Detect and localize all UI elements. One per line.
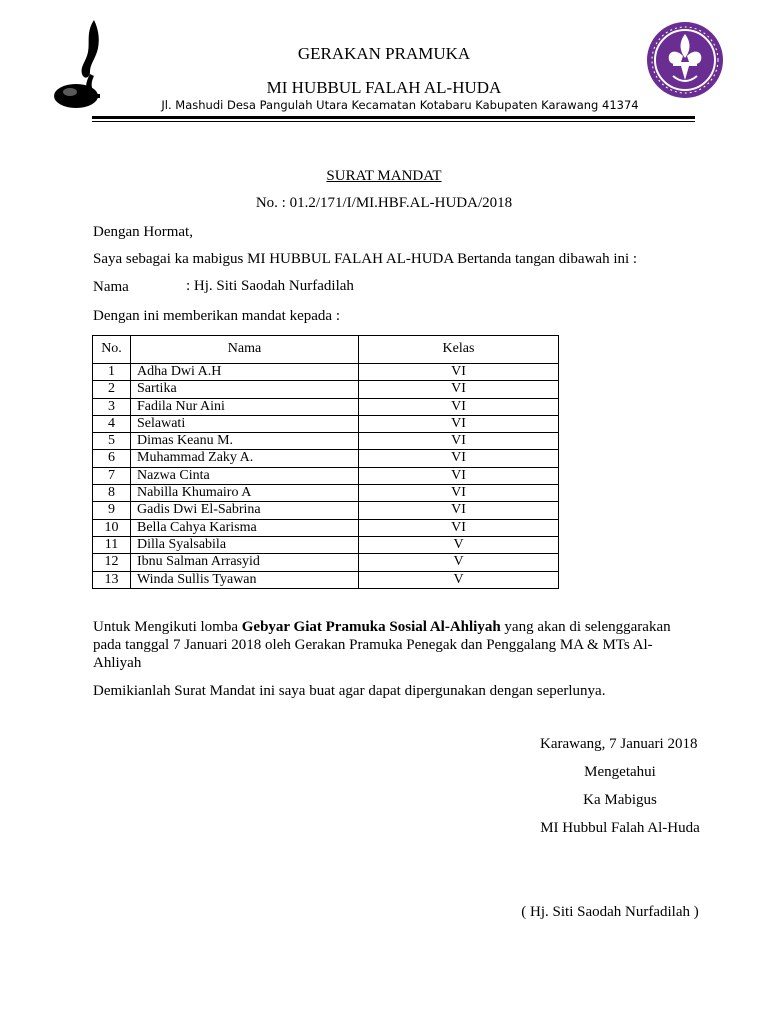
greeting: Dengan Hormat, bbox=[93, 224, 193, 240]
row-name: Fadila Nur Aini bbox=[131, 398, 359, 415]
row-name: Nabilla Khumairo A bbox=[131, 485, 359, 502]
purpose-paragraph bbox=[93, 618, 693, 672]
name-value: : Hj. Siti Saodah Nurfadilah bbox=[186, 278, 354, 294]
row-name: Selawati bbox=[131, 415, 359, 432]
table-header-row bbox=[93, 336, 559, 364]
header-divider-thin bbox=[92, 121, 695, 122]
purpose-suffix: yang akan di selenggarakan pada tanggal 7 Januari 2018 oleh Gerakan Pramuka Penegak dan Penggalang MA & MTs Al-Ahliyah bbox=[93, 619, 671, 671]
table-row bbox=[93, 571, 559, 588]
table-row bbox=[93, 381, 559, 398]
table-row bbox=[93, 415, 559, 432]
row-kelas: V bbox=[359, 554, 559, 571]
purpose-prefix: Untuk Mengikuti lomba bbox=[93, 619, 242, 635]
row-name: Nazwa Cinta bbox=[131, 467, 359, 484]
row-kelas: VI bbox=[359, 381, 559, 398]
row-kelas: V bbox=[359, 536, 559, 553]
row-no: 5 bbox=[93, 433, 131, 450]
row-name: Sartika bbox=[131, 381, 359, 398]
signature-acknowledge: Mengetahui bbox=[584, 764, 656, 780]
row-name: Adha Dwi A.H bbox=[131, 364, 359, 381]
signature-role: Ka Mabigus bbox=[583, 792, 657, 808]
table-row bbox=[93, 398, 559, 415]
row-no: 4 bbox=[93, 415, 131, 432]
row-kelas: VI bbox=[359, 502, 559, 519]
table-row bbox=[93, 554, 559, 571]
table-row bbox=[93, 519, 559, 536]
row-no: 13 bbox=[93, 571, 131, 588]
row-no: 9 bbox=[93, 502, 131, 519]
row-kelas: VI bbox=[359, 450, 559, 467]
header-no: No. bbox=[93, 336, 131, 364]
row-name: Ibnu Salman Arrasyid bbox=[131, 554, 359, 571]
document-title: SURAT MANDAT bbox=[326, 168, 442, 184]
row-name: Gadis Dwi El-Sabrina bbox=[131, 502, 359, 519]
row-kelas: VI bbox=[359, 467, 559, 484]
table-row bbox=[93, 536, 559, 553]
row-name: Muhammad Zaky A. bbox=[131, 450, 359, 467]
row-no: 11 bbox=[93, 536, 131, 553]
header-divider bbox=[92, 116, 695, 119]
row-no: 6 bbox=[93, 450, 131, 467]
table-row bbox=[93, 364, 559, 381]
row-name: Dimas Keanu M. bbox=[131, 433, 359, 450]
table-row bbox=[93, 502, 559, 519]
row-kelas: VI bbox=[359, 415, 559, 432]
row-kelas: VI bbox=[359, 364, 559, 381]
row-kelas: V bbox=[359, 571, 559, 588]
header-name: Nama bbox=[131, 336, 359, 364]
signature-place-date: Karawang, 7 Januari 2018 bbox=[540, 736, 698, 752]
table-row bbox=[93, 450, 559, 467]
row-kelas: VI bbox=[359, 485, 559, 502]
intro-text: Saya sebagai ka mabigus MI HUBBUL FALAH AL-HUDA Bertanda tangan dibawah ini : bbox=[93, 251, 638, 267]
mandate-intro: Dengan ini memberikan mandat kepada : bbox=[93, 308, 340, 324]
table-row bbox=[93, 467, 559, 484]
row-name: Dilla Syalsabila bbox=[131, 536, 359, 553]
event-name: Gebyar Giat Pramuka Sosial Al-Ahliyah bbox=[241, 619, 501, 635]
signature-name: ( Hj. Siti Saodah Nurfadilah ) bbox=[521, 904, 699, 920]
row-no: 1 bbox=[93, 364, 131, 381]
name-label: Nama bbox=[93, 279, 129, 295]
closing-paragraph: Demikianlah Surat Mandat ini saya buat agar dapat dipergunakan dengan seperlunya. bbox=[93, 683, 606, 699]
signature-school: MI Hubbul Falah Al-Huda bbox=[540, 820, 700, 836]
row-no: 8 bbox=[93, 485, 131, 502]
row-no: 10 bbox=[93, 519, 131, 536]
org-name: GERAKAN PRAMUKA bbox=[297, 44, 471, 63]
school-address: Jl. Mashudi Desa Pangulah Utara Kecamatan Kotabaru Kabupaten Karawang 41374 bbox=[161, 98, 639, 112]
table-row bbox=[93, 433, 559, 450]
header-kelas: Kelas bbox=[359, 336, 559, 364]
row-kelas: VI bbox=[359, 519, 559, 536]
school-name: MI HUBBUL FALAH AL-HUDA bbox=[266, 78, 502, 97]
row-no: 12 bbox=[93, 554, 131, 571]
row-no: 3 bbox=[93, 398, 131, 415]
table-row bbox=[93, 485, 559, 502]
member-table bbox=[92, 335, 559, 589]
row-name: Bella Cahya Karisma bbox=[131, 519, 359, 536]
row-no: 2 bbox=[93, 381, 131, 398]
document-number: No. : 01.2/171/I/MI.HBF.AL-HUDA/2018 bbox=[255, 195, 513, 211]
row-kelas: VI bbox=[359, 433, 559, 450]
row-no: 7 bbox=[93, 467, 131, 484]
row-kelas: VI bbox=[359, 398, 559, 415]
row-name: Winda Sullis Tyawan bbox=[131, 571, 359, 588]
